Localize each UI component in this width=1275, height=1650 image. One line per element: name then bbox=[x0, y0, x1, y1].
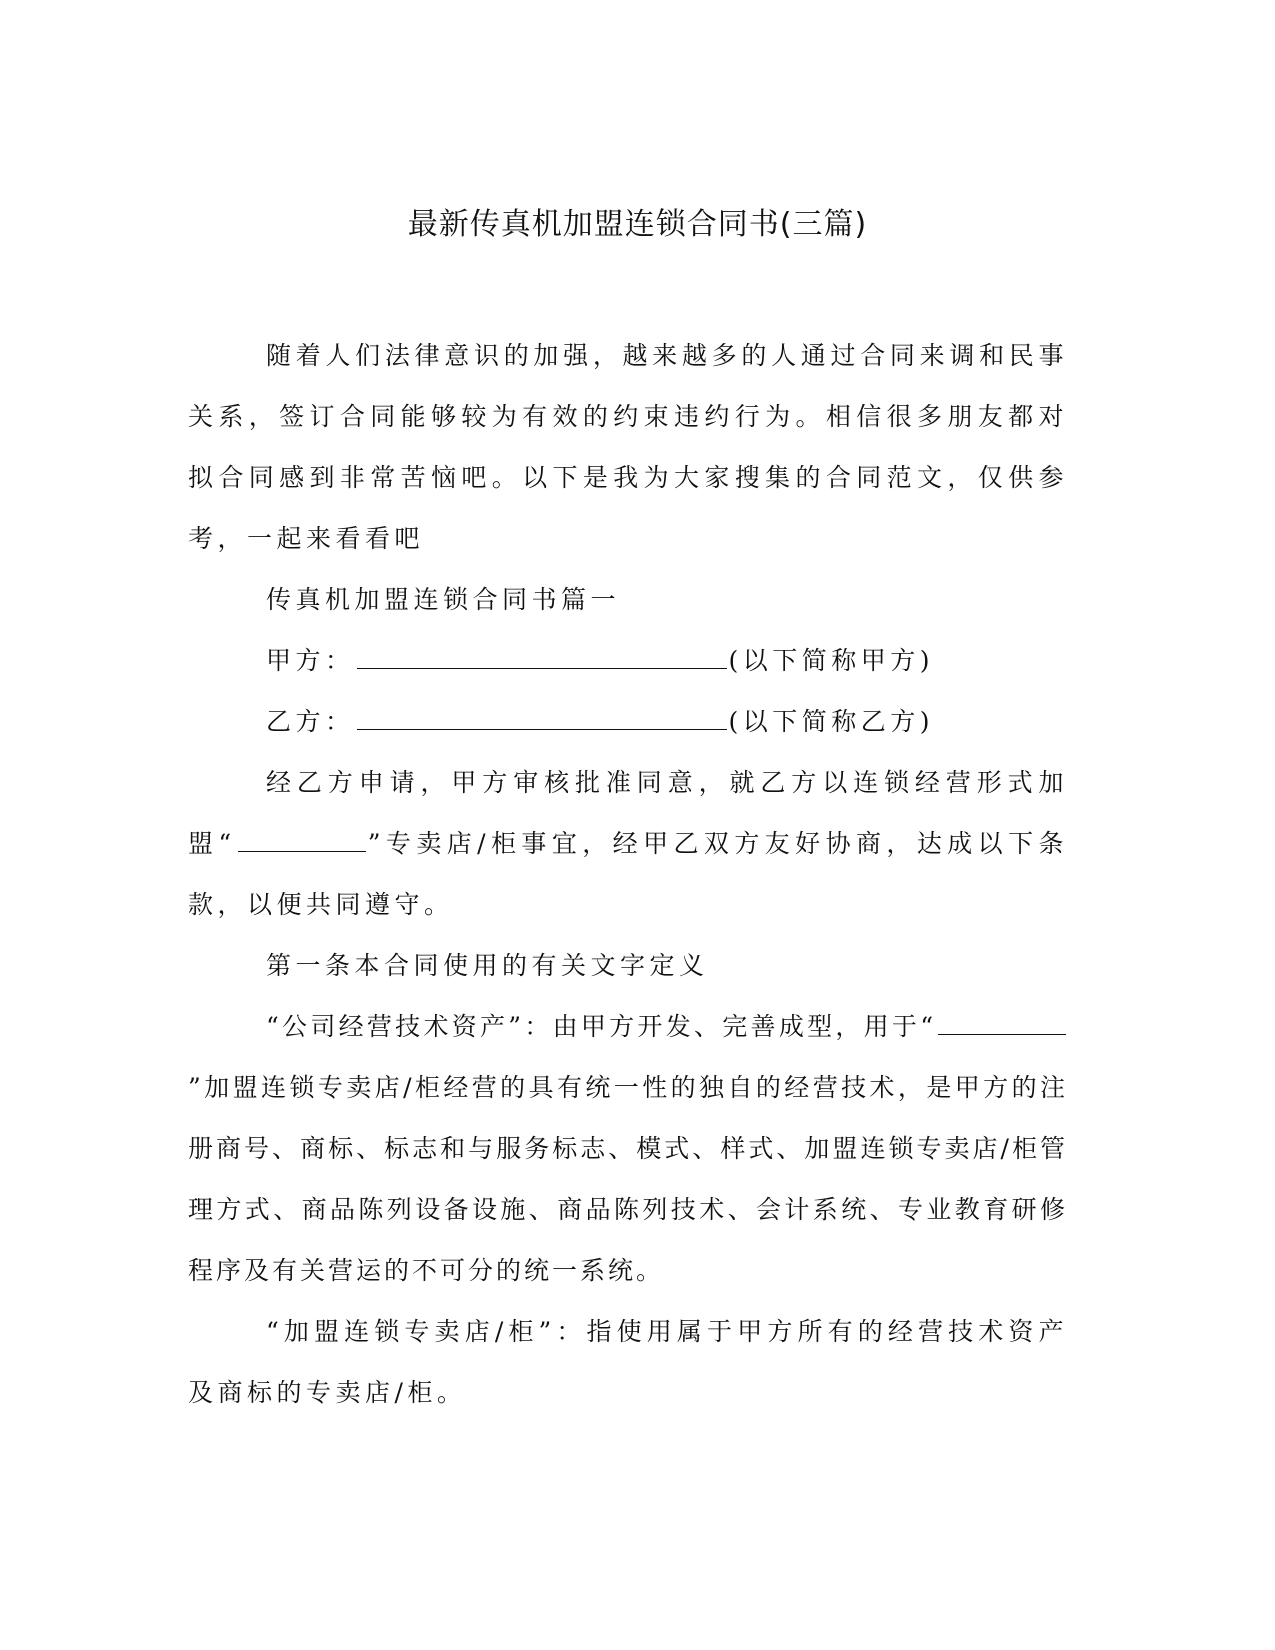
definition-1-paragraph bbox=[188, 996, 1068, 1301]
party-a-blank bbox=[357, 646, 727, 669]
application-text-start: 经乙方申请，甲方审核批准同意，就乙方以连锁经营形式加盟“ bbox=[188, 768, 1068, 858]
document-body bbox=[188, 325, 1068, 1423]
party-b-blank bbox=[357, 707, 727, 730]
article-1-heading: 第一条本合同使用的有关文字定义 bbox=[266, 951, 709, 980]
document-title: 最新传真机加盟连锁合同书(三篇) bbox=[407, 207, 868, 242]
application-paragraph bbox=[188, 752, 1068, 935]
definition-1-end: ”加盟连锁专卖店/柜经营的具有统一性的独自的经营技术，是甲方的注册商号、商标、标志和与服务标志、模式、样式、加盟连锁专卖店/柜管理方式、商品陈列设备设施、商品陈列技术、会计系统、专业教育研修程序及有关营运的不可分的统一系统。 bbox=[188, 1073, 1068, 1285]
application-text-end: ”专卖店/柜事宜，经甲乙双方友好协商，达成以下条款，以便共同遵守。 bbox=[188, 829, 1068, 919]
brand-blank bbox=[238, 829, 366, 852]
intro-paragraph: 随着人们法律意识的加强，越来越多的人通过合同来调和民事关系，签订合同能够较为有效的约束违约行为。相信很多朋友都对拟合同感到非常苦恼吧。以下是我为大家搜集的合同范文，仅供参考，一起来看看吧 bbox=[188, 341, 1068, 553]
definition-2-paragraph: “加盟连锁专卖店/柜”：指使用属于甲方所有的经营技术资产及商标的专卖店/柜。 bbox=[188, 1317, 1068, 1407]
party-a-label: 甲方： bbox=[266, 646, 355, 675]
party-a-suffix: (以下简称甲方) bbox=[728, 646, 935, 675]
definition-1-start: “公司经营技术资产”：由甲方开发、完善成型，用于“ bbox=[266, 1012, 936, 1041]
party-b-suffix: (以下简称乙方) bbox=[728, 707, 935, 736]
definition-blank bbox=[938, 1012, 1066, 1035]
party-a-line bbox=[188, 630, 1068, 691]
party-b-label: 乙方： bbox=[266, 707, 355, 736]
section-heading: 传真机加盟连锁合同书篇一 bbox=[266, 585, 621, 614]
party-b-line bbox=[188, 691, 1068, 752]
